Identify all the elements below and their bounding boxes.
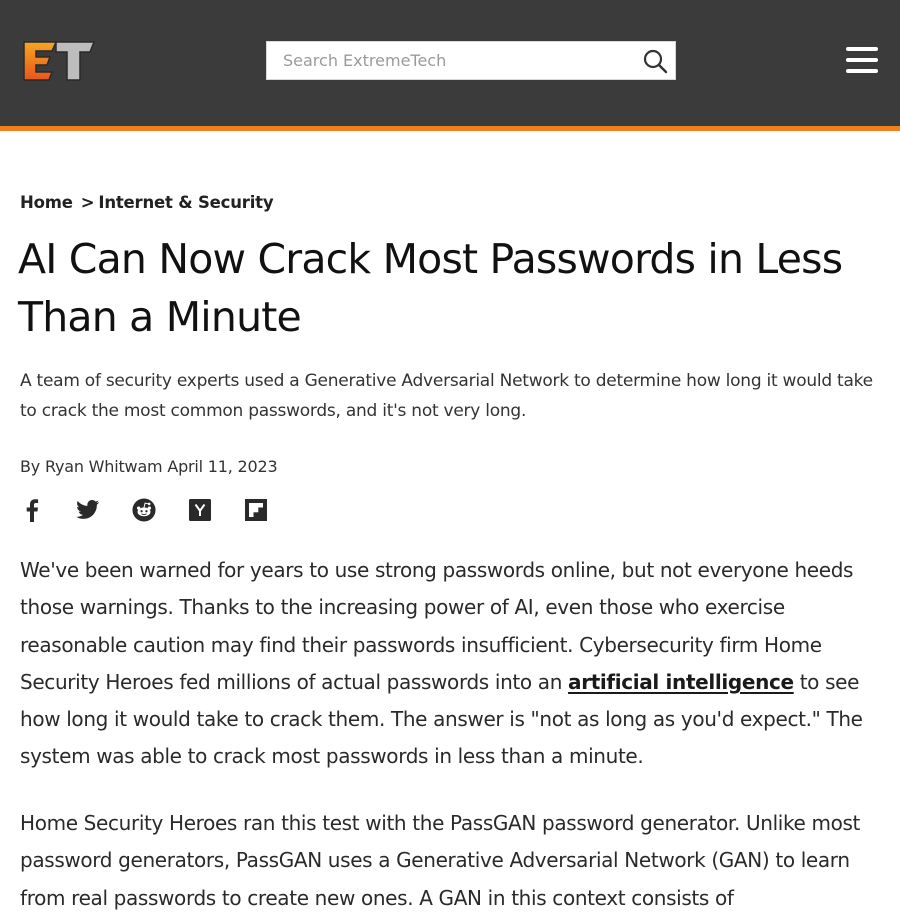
extremetech-logo[interactable] — [22, 40, 96, 82]
article-subtitle: A team of security experts used a Generative Adversarial Network to determine how long it would take to crack the most common passwords, and it's not very long. — [20, 371, 873, 421]
reddit-icon[interactable] — [132, 498, 156, 522]
article-title: AI Can Now Crack Most Passwords in Less Than a Minute — [18, 235, 843, 341]
search-input[interactable] — [267, 42, 635, 79]
breadcrumb-home-link[interactable]: Home — [20, 193, 73, 212]
header-accent-bar — [0, 126, 900, 131]
hamburger-menu-icon[interactable] — [844, 44, 880, 76]
search-icon[interactable] — [635, 42, 675, 79]
flipboard-icon[interactable] — [244, 498, 268, 522]
twitter-icon[interactable] — [76, 498, 100, 522]
author-link[interactable]: Ryan Whitwam — [44, 457, 163, 476]
article-paragraph: Home Security Heroes ran this test with the PassGAN password generator. Unlike most password generators, PassGAN uses a Generative Adversarial Network (GAN) to learn from real passwords to create new ones. A GAN in this context consists of — [20, 811, 861, 910]
artificial-intelligence-link[interactable]: artificial intelligence — [568, 669, 794, 694]
search-box — [266, 41, 676, 80]
site-header — [0, 0, 900, 126]
breadcrumb-separator: > — [80, 193, 95, 212]
article-byline — [20, 457, 277, 476]
hackernews-icon[interactable] — [188, 498, 212, 522]
breadcrumb-category-link[interactable]: Internet & Security — [98, 193, 274, 212]
breadcrumb — [20, 193, 273, 212]
byline-prefix: By — [20, 457, 41, 476]
article-paragraph — [20, 552, 886, 776]
share-bar — [20, 496, 300, 524]
paragraph-text: We've been warned for years to use strong passwords online, but not everyone heeds those warnings. Thanks to the increasing power of AI, even those who exercise reasonable caution may find their passwords insufficient. Cybersecurity firm Home Security Heroes fed millions of actual passwords into an — [20, 558, 854, 694]
facebook-icon[interactable] — [20, 498, 44, 522]
publish-date: April 11, 2023 — [167, 457, 278, 476]
paragraph-text: to see how long it would take to crack them. The answer is "not as long as you'd expect." The system was able to crack most passwords in less than a minute. — [20, 669, 863, 769]
